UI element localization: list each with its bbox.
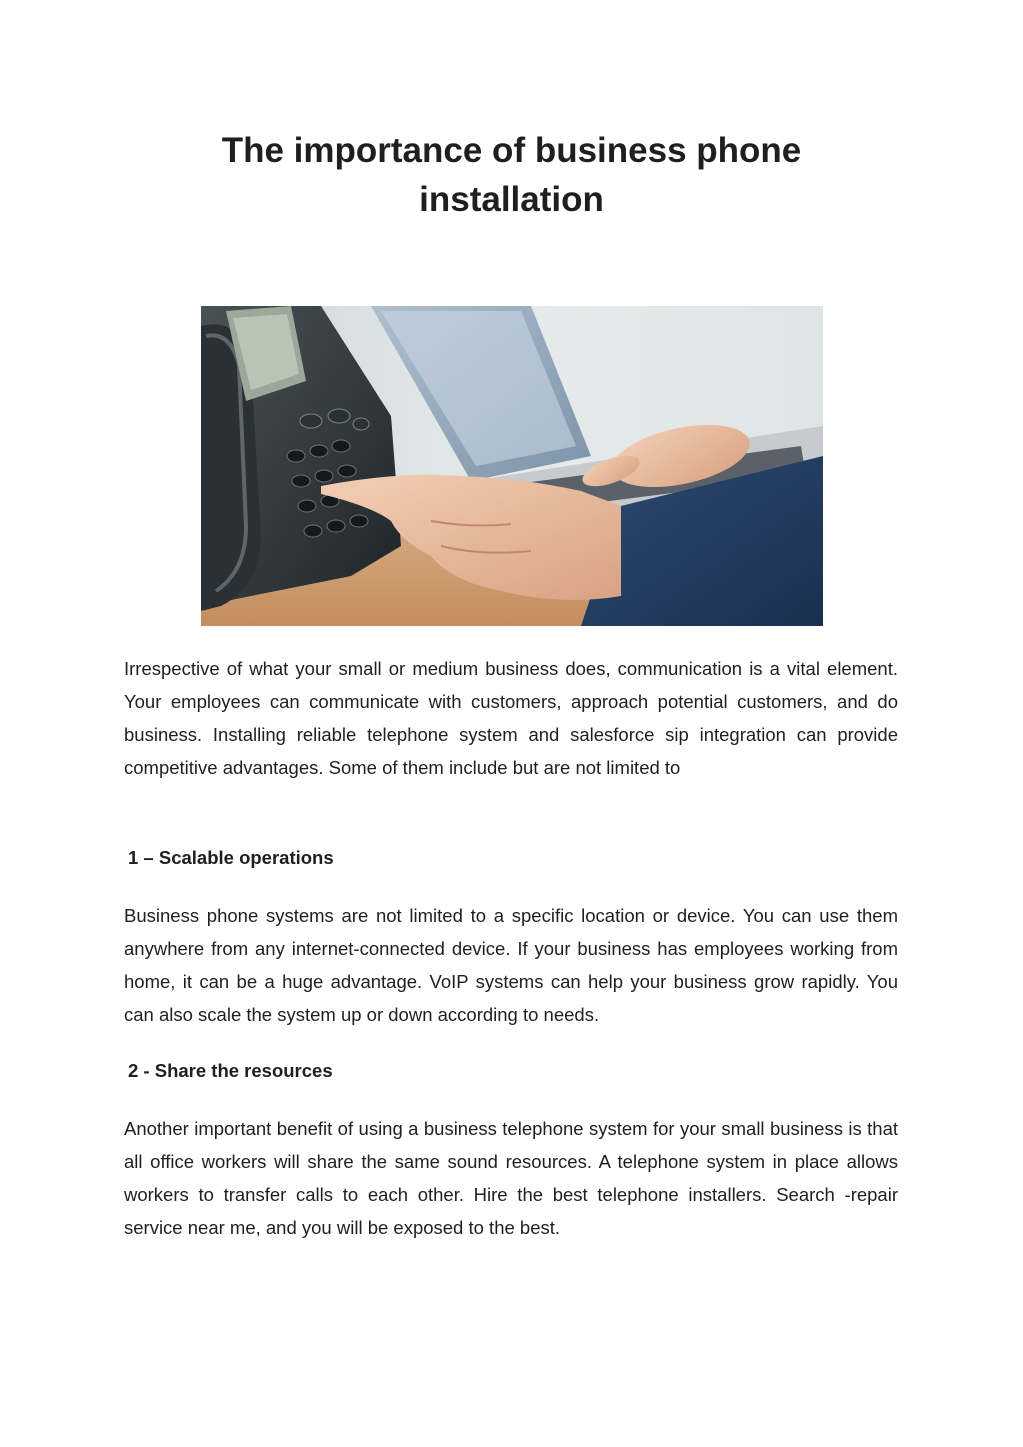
document-title: The importance of business phone installation — [221, 131, 802, 219]
section-body-share-resources: Another important benefit of using a business telephone system for your small business is that all office workers will share the same sound resources. A telephone system in place allows workers to transfer calls to each other. Hire the best telephone installers. Search -repair service near me, and you will be exposed to the best. — [124, 1118, 898, 1238]
section-body-scalable-operations: Business phone systems are not limited to a specific location or device. You can use them anywhere from any internet-connected device. If your business has employees working from home, it can be a huge advantage. VoIP systems can help your business grow rapidly. You can also scale the system up or down according to needs. — [124, 905, 898, 1025]
office-phone-photo — [201, 306, 823, 626]
section-heading-scalable-operations: 1 – Scalable operations — [128, 847, 334, 868]
intro-paragraph: Irrespective of what your small or medium business does, communication is a vital element. Your employees can communicate with customers, approach potential customers, and do business. Installing reliable telephone system and salesforce sip integration can provide competitive advantages. Some of them include but are not limited to — [124, 658, 898, 778]
section-heading-share-resources: 2 - Share the resources — [128, 1060, 333, 1081]
